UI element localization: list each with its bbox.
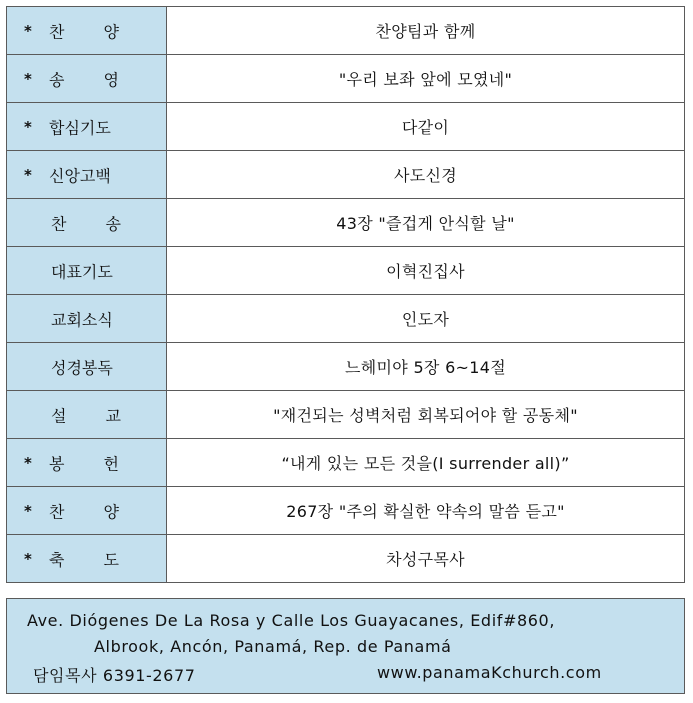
order-value-cell xyxy=(167,199,685,247)
church-website-link[interactable]: www.panamaKchurch.com xyxy=(377,663,602,682)
order-item-label: 축 도 xyxy=(49,550,119,569)
order-value-cell xyxy=(167,247,685,295)
order-label-cell xyxy=(7,7,167,55)
order-row-offering xyxy=(7,439,685,487)
order-value-cell xyxy=(167,487,685,535)
standing-star-marker: * xyxy=(24,165,32,184)
order-item-value: 찬양팀과 함께 xyxy=(375,22,476,41)
order-row-praise xyxy=(7,7,685,55)
order-item-label: 봉 헌 xyxy=(49,454,119,473)
order-item-label: 설 교 xyxy=(51,406,121,425)
worship-order-table xyxy=(6,6,685,583)
order-value-cell xyxy=(167,439,685,487)
order-label-cell xyxy=(7,343,167,391)
standing-star-marker: * xyxy=(24,21,32,40)
order-item-label: 대표기도 xyxy=(51,262,113,281)
order-value-cell xyxy=(167,103,685,151)
order-item-label: 신앙고백 xyxy=(49,166,111,185)
order-item-label: 찬 송 xyxy=(51,214,121,233)
church-info-footer xyxy=(6,598,685,694)
order-item-label: 찬 양 xyxy=(49,22,119,41)
order-row-closing-praise xyxy=(7,487,685,535)
order-row-benediction xyxy=(7,535,685,583)
order-label-cell xyxy=(7,247,167,295)
standing-star-marker: * xyxy=(24,117,32,136)
address-line-2: Albrook, Ancón, Panamá, Rep. de Panamá xyxy=(94,637,452,656)
order-row-scripture-reading xyxy=(7,343,685,391)
order-row-sermon xyxy=(7,391,685,439)
order-label-cell xyxy=(7,295,167,343)
order-item-label: 성경봉독 xyxy=(51,358,113,377)
order-item-value: "재건되는 성벽처럼 회복되어야 할 공동체" xyxy=(273,406,578,425)
order-item-value: 인도자 xyxy=(401,310,450,329)
order-item-value: 느헤미야 5장 6~14절 xyxy=(345,358,506,377)
order-item-value: 이혁진집사 xyxy=(386,262,465,281)
order-label-cell xyxy=(7,55,167,103)
standing-star-marker: * xyxy=(24,549,32,568)
order-item-value: 차성구목사 xyxy=(386,550,465,569)
order-value-cell xyxy=(167,391,685,439)
order-label-cell xyxy=(7,535,167,583)
order-label-cell xyxy=(7,487,167,535)
address-line-1: Ave. Diógenes De La Rosa y Calle Los Guayacanes, Edif#860, xyxy=(27,611,556,630)
standing-star-marker: * xyxy=(24,453,32,472)
order-item-value: "우리 보좌 앞에 모였네" xyxy=(338,70,513,89)
order-value-cell xyxy=(167,55,685,103)
order-item-value: 43장 "즐겁게 안식할 날" xyxy=(336,214,515,233)
order-row-confession xyxy=(7,151,685,199)
order-value-cell xyxy=(167,535,685,583)
order-item-value: 267장 "주의 확실한 약속의 말씀 듣고" xyxy=(286,502,565,521)
order-row-united-prayer xyxy=(7,103,685,151)
order-row-representative-prayer xyxy=(7,247,685,295)
order-row-doxology xyxy=(7,55,685,103)
order-item-label: 찬 양 xyxy=(49,502,119,521)
order-row-hymn xyxy=(7,199,685,247)
order-label-cell xyxy=(7,103,167,151)
order-item-value: 사도신경 xyxy=(393,166,458,185)
order-value-cell xyxy=(167,151,685,199)
order-value-cell xyxy=(167,295,685,343)
standing-star-marker: * xyxy=(24,69,32,88)
order-label-cell xyxy=(7,391,167,439)
standing-star-marker: * xyxy=(24,501,32,520)
pastor-phone: 담임목사 6391-2677 xyxy=(33,666,196,685)
order-item-value: 다같이 xyxy=(401,118,450,137)
order-label-cell xyxy=(7,439,167,487)
order-item-label: 교회소식 xyxy=(51,310,113,329)
order-label-cell xyxy=(7,151,167,199)
order-value-cell xyxy=(167,343,685,391)
order-row-church-news xyxy=(7,295,685,343)
order-value-cell xyxy=(167,7,685,55)
order-label-cell xyxy=(7,199,167,247)
order-item-label: 합심기도 xyxy=(49,118,111,137)
order-item-value: “내게 있는 모든 것을(I surrender all)” xyxy=(281,454,570,473)
order-item-label: 송 영 xyxy=(49,70,119,89)
